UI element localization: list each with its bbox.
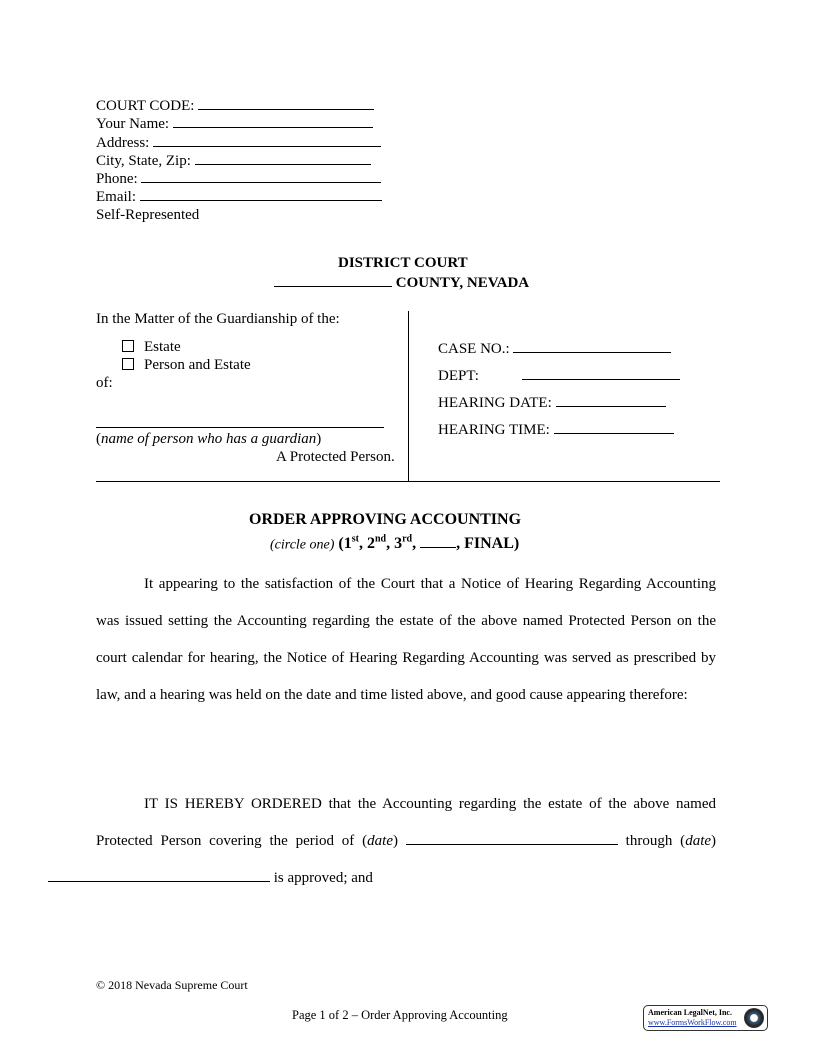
name-label: Your Name: <box>96 116 170 133</box>
logo-link[interactable]: www.FormsWorkFlow.com <box>648 1018 737 1027</box>
of-label: of: <box>96 375 113 391</box>
protected-person-name-field[interactable] <box>96 427 384 428</box>
county-label: COUNTY, NEVADA <box>395 275 530 291</box>
logo-globe-icon <box>744 1008 764 1028</box>
court-code-label: COURT CODE: <box>96 98 195 114</box>
document-page: COURT CODE: Your Name: Address: City, State, Zip: Phone: Email: Self-Represented DISTRICT COURT COUNTY, NEVADA In the Matter of the Guardianship of the: Estate Person and Estate of: (name of person who has a guardian) A Protected Person. CASE NO.: DEPT: HEARING DATE: HEARING TIME: ORDER APPROVING ACCOUNTING (circle one) (1st, 2nd, 3rd, , FINAL) It appearing to the satisfaction of the Court that a Notice of Hearing Regarding Accounting was issued setting the Accounting regarding the estate of the above named Protected Person on the court calendar for hearing, the Notice of Hearing Regarding Accounting was served as prescribed by law, and a hearing was held on the date and time listed above, and good cause appearing therefore: IT IS HEREBY ORDERED that the Accounting regarding the estate of the above named Protected Person covering the period of (date) through (date) is approved; and © 2018 Nevada Supreme Court Page 1 of 2 – Order Approving Accounting American LegalNet, Inc. www.FormsWorkFlow.com <box>0 0 816 1056</box>
hearing-date-field[interactable] <box>556 393 666 407</box>
dept-field[interactable] <box>522 366 680 380</box>
caption-bottom-rule <box>96 481 720 482</box>
name-hint: name of person who has a guardian <box>101 431 317 447</box>
checkbox-icon[interactable] <box>122 340 134 352</box>
document-title: ORDER APPROVING ACCOUNTING <box>249 511 522 528</box>
email-label: Email: <box>96 189 136 206</box>
other-number-field[interactable] <box>420 535 456 548</box>
phone-field[interactable] <box>141 169 381 183</box>
address-field[interactable] <box>153 133 381 147</box>
name-field[interactable] <box>173 114 373 128</box>
hearing-date-label: HEARING DATE: <box>438 395 552 411</box>
city-field[interactable] <box>195 151 371 165</box>
dept-label: DEPT: <box>438 368 479 384</box>
county-field[interactable] <box>274 273 392 287</box>
court-name: DISTRICT COURT <box>338 255 468 271</box>
hearing-time-field[interactable] <box>554 420 674 434</box>
caption-divider <box>408 311 409 481</box>
accounting-number: (circle one) (1st, 2nd, 3rd, , FINAL) <box>270 534 520 553</box>
city-label: City, State, Zip: <box>96 152 191 169</box>
page-number: Page 1 of 2 – Order Approving Accounting <box>292 1008 508 1022</box>
paragraph-order: IT IS HEREBY ORDERED that the Accounting regarding the estate of the above named Protected Person covering the period of (date) through (date) is approved; and <box>96 786 716 897</box>
legalnet-logo: American LegalNet, Inc. www.FormsWorkFlow.com <box>643 1005 768 1031</box>
contact-header <box>96 96 382 224</box>
option-estate[interactable] <box>122 339 181 356</box>
paragraph-findings: It appearing to the satisfaction of the Court that a Notice of Hearing Regarding Accounting was issued setting the Accounting regarding the estate of the above named Protected Person on the court calendar for hearing, the Notice of Hearing Regarding Accounting was served as prescribed by law, and a hearing was held on the date and time listed above, and good cause appearing therefore: <box>96 576 716 703</box>
self-represented: Self-Represented <box>96 206 200 223</box>
court-code-field[interactable] <box>198 96 374 110</box>
case-no-label: CASE NO.: <box>438 341 510 357</box>
email-field[interactable] <box>140 187 382 201</box>
address-label: Address: <box>96 134 150 151</box>
checkbox-icon[interactable] <box>122 358 134 370</box>
protected-person-label: A Protected Person. <box>276 449 395 465</box>
hearing-time-label: HEARING TIME: <box>438 422 550 438</box>
option-label: Person and Estate <box>144 357 251 373</box>
phone-label: Phone: <box>96 171 138 188</box>
option-person-estate[interactable] <box>122 357 251 374</box>
period-end-field[interactable] <box>48 868 270 882</box>
case-no-field[interactable] <box>513 339 671 353</box>
matter-label: In the Matter of the Guardianship of the: <box>96 311 340 327</box>
option-label: Estate <box>144 339 181 355</box>
copyright: © 2018 Nevada Supreme Court <box>96 978 248 992</box>
period-start-field[interactable] <box>406 831 618 845</box>
circle-one-hint: (circle one) <box>270 537 335 553</box>
